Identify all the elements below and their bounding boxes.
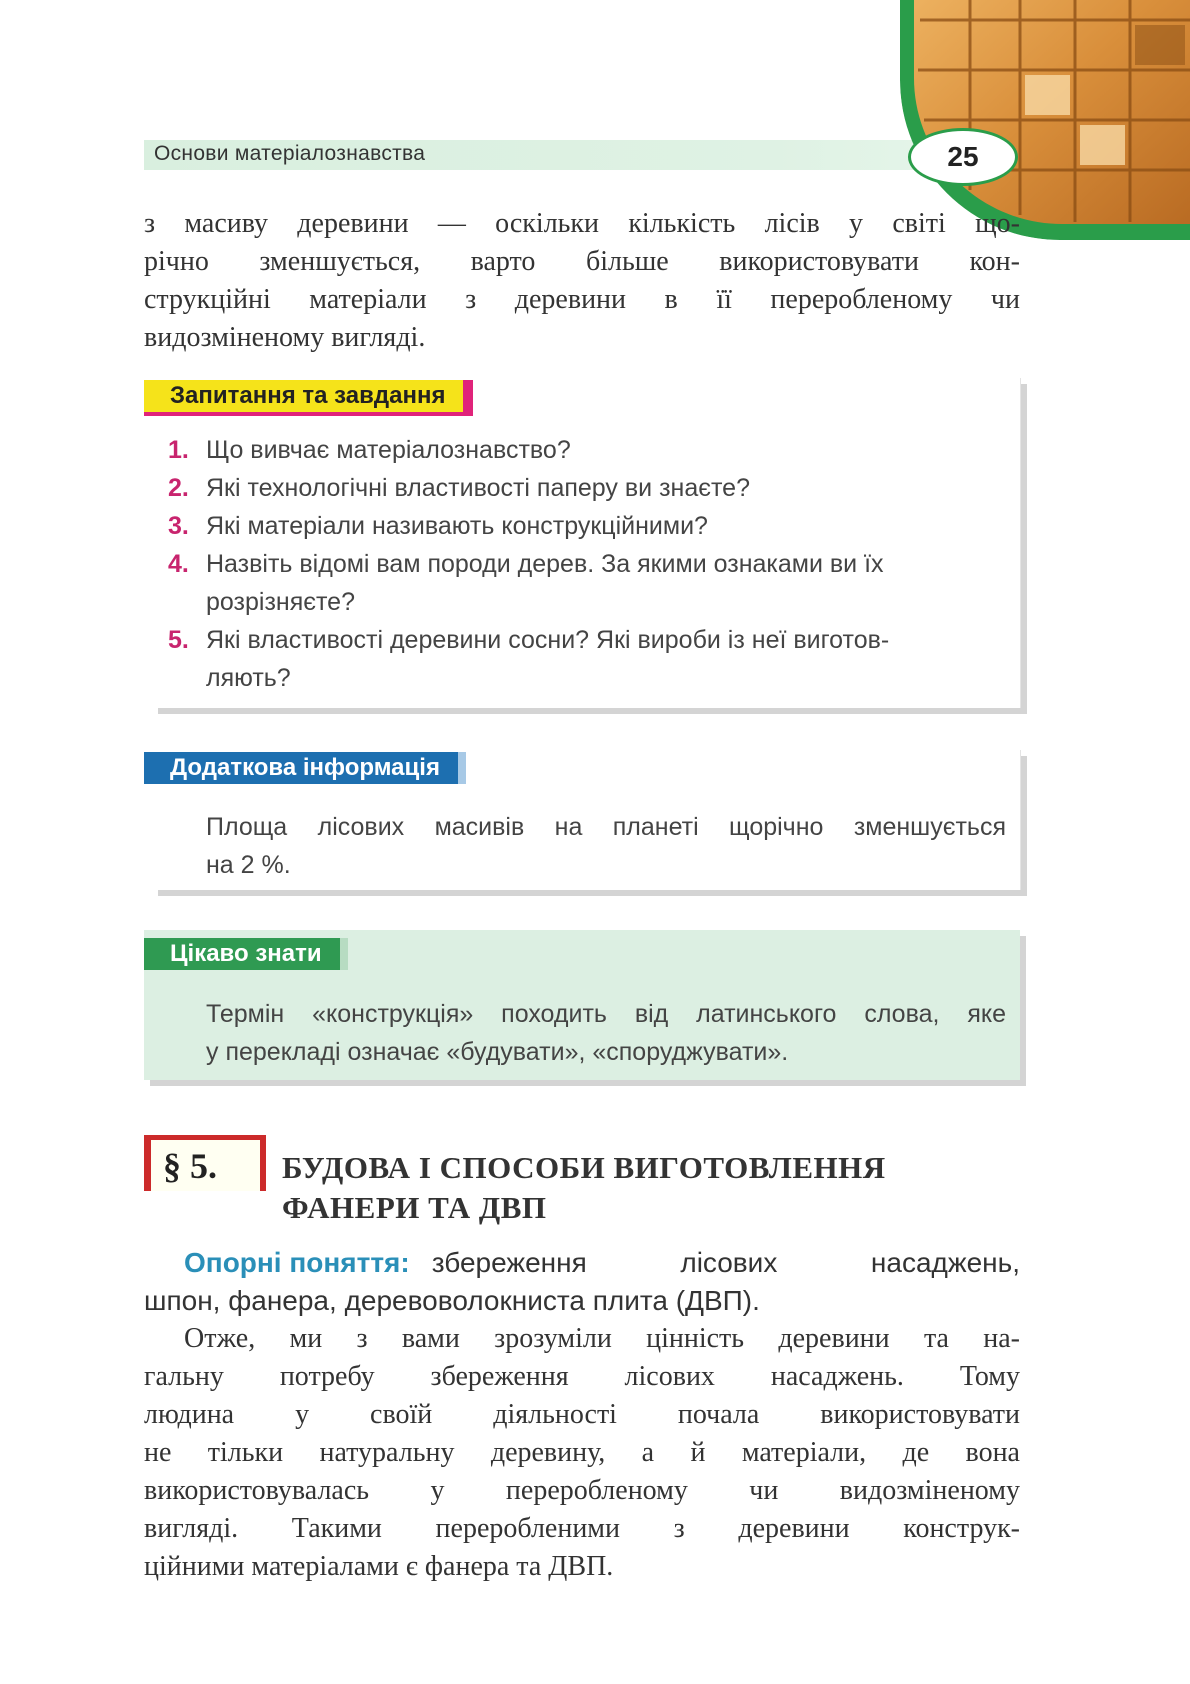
running-header-title: Основи матеріалознавства (154, 142, 426, 165)
question-item (168, 436, 571, 465)
questions-box-label: Запитання та завдання (144, 380, 473, 416)
question-item (168, 512, 708, 541)
text-line: Термін «конструкція» походить від латинського слова, яке (206, 1000, 1006, 1028)
key-concepts-text: шпон, фанера, деревоволокниста плита (ДВП). (144, 1285, 760, 1316)
question-text: Які властивості деревини сосни? Які вироби із неї виготов- (206, 626, 890, 654)
text-line: річно зменшується, варто більше використовувати кон- (144, 246, 1020, 277)
question-text: Що вивчає матеріалознавство? (206, 436, 571, 464)
text-line: з масиву деревини — оскільки кількість лісів у світі що- (144, 208, 1020, 239)
section-title-line: ФАНЕРИ ТА ДВП (282, 1190, 547, 1225)
interesting-text (206, 995, 1006, 1071)
text-line: Отже, ми з вами зрозуміли цінність деревини та на- (184, 1323, 1020, 1354)
key-concepts (144, 1244, 1020, 1320)
question-text-continuation: розрізняєте? (206, 588, 355, 616)
question-item (168, 550, 884, 579)
text-line: гальну потребу збереження лісових насаджень. Тому (144, 1361, 1020, 1392)
text-line: струкційні матеріали з деревини в її переробленому чи (144, 284, 1020, 315)
question-number: 4. (168, 550, 189, 578)
section-number: § 5. (144, 1135, 266, 1191)
additional-info-text (206, 808, 1006, 884)
text-line: на 2 %. (206, 851, 291, 879)
interesting-label: Цікаво знати (144, 938, 348, 970)
question-number: 3. (168, 512, 189, 540)
text-line: використовувалась у переробленому чи видозміненому (144, 1475, 1020, 1506)
question-text: Які матеріали називають конструкційними? (206, 512, 708, 540)
additional-info-label: Додаткова інформація (144, 752, 466, 784)
text-line: у перекладі означає «будувати», «споруджувати». (206, 1038, 789, 1066)
questions-box (152, 378, 1021, 708)
key-concepts-text: збереження лісових насаджень, (431, 1247, 1020, 1278)
question-number: 1. (168, 436, 189, 464)
text-line: не тільки натуральну деревину, а й матеріали, де вона (144, 1437, 1020, 1468)
key-concepts-line (144, 1244, 1020, 1282)
text-line: Площа лісових масивів на планеті щорічно зменшується (206, 813, 1006, 841)
question-item (168, 474, 750, 503)
question-text-continuation: ляють? (206, 664, 291, 692)
main-paragraph (144, 1320, 1020, 1586)
question-item (168, 626, 889, 655)
question-number: 5. (168, 626, 189, 654)
question-text: Які технологічні властивості паперу ви знаєте? (206, 474, 750, 502)
corner-photo-image (900, 0, 1190, 240)
wardrobe-shelves-image (900, 0, 1190, 240)
intro-paragraph (144, 205, 1020, 357)
question-text: Назвіть відомі вам породи дерев. За якими ознаками ви їх (206, 550, 884, 578)
page-number: 25 (908, 128, 1018, 186)
text-line: людина у своїй діяльності почала використовувати (144, 1399, 1020, 1430)
text-line: вигляді. Такими переробленими з деревини конструк- (144, 1513, 1020, 1544)
text-line: ційними матеріалами є фанера та ДВП. (144, 1551, 614, 1582)
text-line: видозміненому вигляді. (144, 322, 426, 353)
key-concepts-label: Опорні поняття: (184, 1247, 410, 1278)
section-title-line: БУДОВА І СПОСОБИ ВИГОТОВЛЕННЯ (282, 1150, 886, 1185)
question-number: 2. (168, 474, 189, 502)
